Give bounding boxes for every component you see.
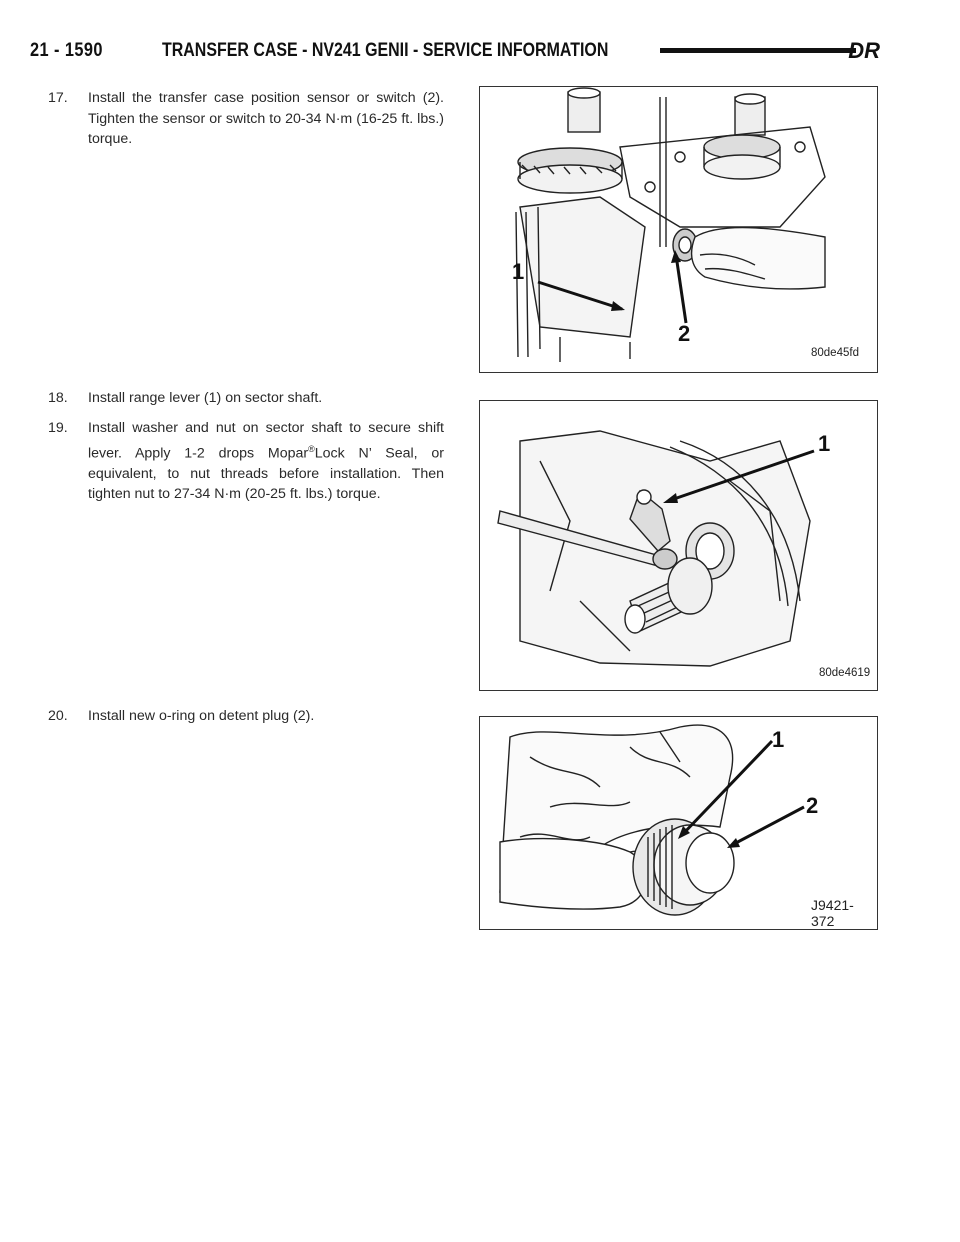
callout-1: 1 [512, 259, 525, 284]
step-number: 17. [48, 90, 68, 106]
procedure-step-19 [48, 418, 444, 505]
figure-detent-plug [479, 716, 878, 930]
figure-range-lever [479, 400, 878, 691]
section-title: TRANSFER CASE - NV241 GENII - SERVICE INFORMATION [162, 40, 609, 61]
callout-2: 2 [806, 793, 819, 818]
step-number: 20. [48, 708, 68, 724]
step-text: Install range lever (1) on sector shaft. [88, 390, 323, 406]
callout-1: 1 [818, 431, 831, 456]
figure-code: J9421-372 [811, 897, 854, 929]
range-lever-illustration [480, 401, 877, 690]
step-text: Install the transfer case position sensor or switch (2). Tighten the sensor or switch to 20-34 N·m (16-25 ft. lbs.) torque. [88, 90, 444, 147]
registered-mark: ® [308, 443, 315, 454]
figure-code: 80de45fd [811, 347, 859, 359]
step-number: 18. [48, 390, 68, 406]
page-header [30, 40, 880, 66]
procedure-step-17 [48, 88, 444, 150]
procedure-step-20 [48, 706, 444, 727]
model-code: DR [848, 38, 880, 63]
step-text: Install new o-ring on detent plug (2). [88, 708, 315, 724]
header-rule [660, 48, 856, 53]
callout-1: 1 [772, 727, 785, 752]
step-text: Install washer and nut on sector shaft to secure shift lever. Apply 1-2 drops Mopar®Lock N’ Seal, or equivalent, to nut threads before installation. Then tighten nut to 27-34 N·m (20-25 ft. lbs.) torque. [88, 420, 444, 503]
figure-position-sensor [479, 86, 878, 373]
page-reference: 21 - 1590 [30, 40, 103, 61]
step-number: 19. [48, 420, 68, 436]
sensor-illustration [480, 87, 877, 372]
procedure-step-18 [48, 388, 444, 409]
figure-code: 80de4619 [819, 667, 871, 679]
callout-2: 2 [678, 321, 691, 346]
